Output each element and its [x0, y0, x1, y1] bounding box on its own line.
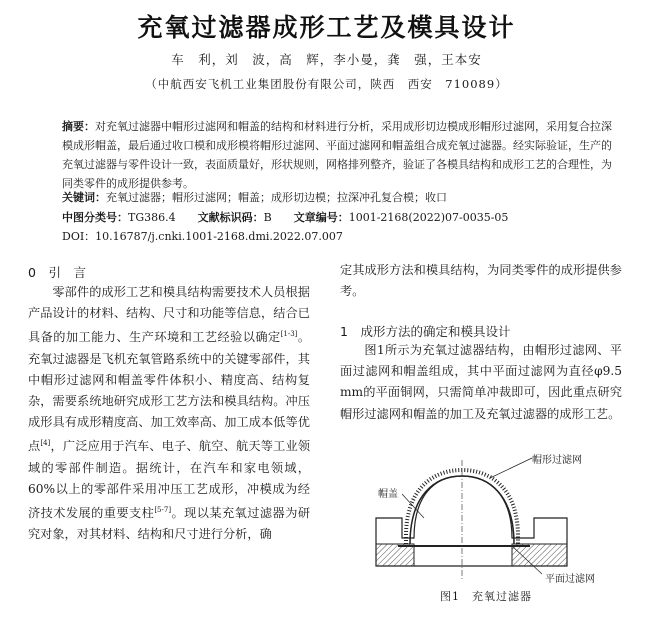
right-column-top: 定其成形方法和模具结构，为同类零件的成形提供参考。: [340, 263, 622, 299]
figure-caption: 图1 充氧过滤器: [440, 590, 532, 603]
keywords-text: 充氧过滤器；帽形过滤网；帽盖；成形切边模；拉深冲孔复合模；收口: [106, 191, 447, 204]
section-0-heading: 0 引 言: [28, 265, 86, 280]
abstract-text: 对充氧过滤器中帽形过滤网和帽盖的结构和材料进行分析，采用成形切边模成形帽形过滤网，采用复合拉深模成形帽盖，最后通过收口模和成形模将帽形过滤网、平面过滤网和帽盖组合成充氧过滤器。经实际验证，生产的充氧过滤器与零件设计一致，表面质量好，形状规则，网格排列整齐，验证了各模具结构和成形工艺的合理性，为同类零件的成形提供参考。: [62, 120, 612, 190]
document-code: 文献标识码：B: [197, 211, 272, 224]
label-flat-screen: 平面过滤网: [545, 574, 595, 585]
author-list: 车 利，刘 波，高 辉，李小曼，龚 强，王本安: [171, 52, 482, 67]
doi: DOI：10.16787/j.cnki.1001-2168.dmi.2022.07.007: [62, 230, 343, 243]
label-cap-screen: 帽形过滤网: [532, 455, 582, 466]
classification-row: [62, 208, 622, 227]
left-flange: [376, 544, 414, 566]
affiliation: （中航西安飞机工业集团股份有限公司，陕西 西安 710089）: [145, 77, 508, 91]
citation: [5-7]: [154, 506, 172, 515]
right-flange: [512, 544, 567, 566]
keywords: [62, 188, 622, 207]
paper-title: 充氧过滤器成形工艺及模具设计: [137, 13, 516, 42]
abstract-label: 摘要：: [62, 120, 95, 133]
keywords-label: 关键词：: [62, 191, 106, 204]
citation: [4]: [40, 439, 51, 448]
citation: [1-3]: [280, 330, 298, 339]
article-number: 文章编号：1001-2168(2022)07-0035-05: [293, 211, 509, 224]
abstract: [62, 117, 622, 193]
clc-number: 中图分类号：TG386.4: [62, 211, 176, 224]
right-column-text: 图1所示为充氧过滤器结构，由帽形过滤网、平面过滤网和帽盖组成，其中平面过滤网为直径φ9.5 mm的平面铜网，只需简单冲裁即可，因此重点研究帽形过滤网和帽盖的加工及充氧过滤器的成形工艺。: [340, 343, 622, 421]
label-cap: 帽盖: [378, 489, 398, 500]
left-column-text: 零部件的成形工艺和模具结构需要技术人员根据产品设计的材料、结构、尺寸和功能等信息，结合已具备的加工能力、生产环境和工艺经验以确定[1-3]。充氧过滤器是飞机充氧管路系统中的关键零部件，其中帽形过滤网和帽盖零件体积小、精度高、结构复杂，需要系统地研究成形工艺方法和模具结构。冲压成形具有成形精度高、加工效率高、加工成本低等优点[4]，广泛应用于汽车、电子、航空、航天等工业领域的零部件制造。据统计，在汽车和家电领域，60%以上的零部件采用冲压工艺成形，冲模成为经济技术发展的重要支柱[5-7]。现以某充氧过滤器为研究对象，对其材料、结构和尺寸进行分析，确: [28, 285, 311, 542]
section-1-heading: 1 成形方法的确定和模具设计: [340, 324, 511, 339]
